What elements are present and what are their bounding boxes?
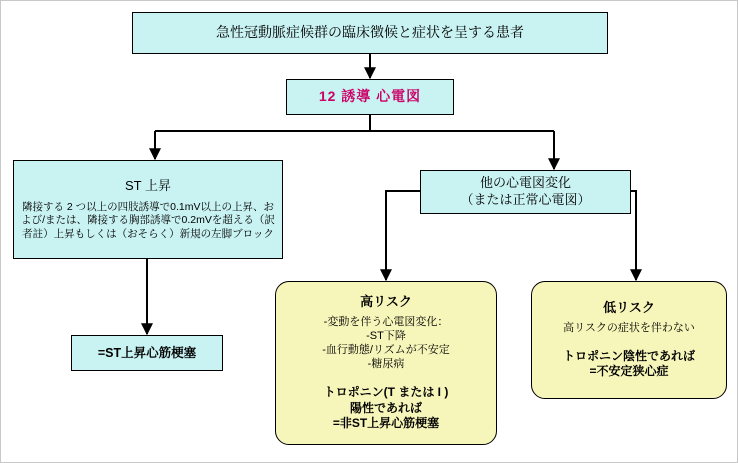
node-stemi-result — [71, 335, 223, 371]
node-low-risk — [531, 281, 727, 399]
node-low-risk-footer-0: トロポニン陰性であれば — [562, 348, 695, 363]
node-low-risk-footer-1: =不安定狭心症 — [589, 364, 669, 379]
node-patient-line-0: 急性冠動脈症候群の臨床徴候と症状を呈する患者 — [216, 24, 524, 41]
node-st-elevation — [13, 160, 283, 259]
node-st-heading: ST 上昇 — [125, 178, 171, 194]
node-high-risk-footer-0: トロポニン(T または I ) — [323, 385, 449, 400]
node-st-body-0: 隣接する 2 つ以上の四肢誘導で0.1mV以上の上昇、お — [21, 200, 275, 213]
node-high-risk-footer-1: 陽性であれば — [349, 400, 422, 415]
node-high-risk-heading: 高リスク — [360, 294, 412, 310]
node-12-lead-ecg — [286, 79, 454, 115]
node-patient-presentation — [132, 12, 608, 54]
node-other-ecg-changes — [420, 170, 631, 214]
node-low-risk-body-0: 高リスクの症状を伴わない — [563, 321, 695, 334]
node-other-ecg-line-0: 他の心電図変化 — [479, 175, 571, 191]
node-low-risk-heading: 低リスク — [603, 300, 655, 316]
node-other-ecg-line-1: （または正常心電図） — [460, 192, 591, 207]
node-high-risk-body-2: -血行動態/リズムが不安定 — [322, 344, 450, 357]
node-high-risk-body-1: -ST下降 — [366, 330, 406, 343]
node-high-risk-body-0: -変動を伴う心電図変化： — [323, 316, 449, 329]
node-st-body-1: よび/または、隣接する胸部誘導で0.2mVを超える（訳 — [21, 214, 275, 227]
node-ecg-line-0: 12 誘導 心電図 — [318, 88, 422, 105]
node-st-body-2: 者註）上昇もしくは（おそらく）新規の左脚ブロック — [22, 227, 274, 240]
node-high-risk — [275, 281, 497, 445]
node-stemi-line-0: =ST上昇心筋梗塞 — [97, 346, 197, 360]
node-high-risk-footer-2: =非ST上昇心筋梗塞 — [332, 416, 440, 431]
node-high-risk-body-3: -糖尿病 — [367, 358, 405, 371]
